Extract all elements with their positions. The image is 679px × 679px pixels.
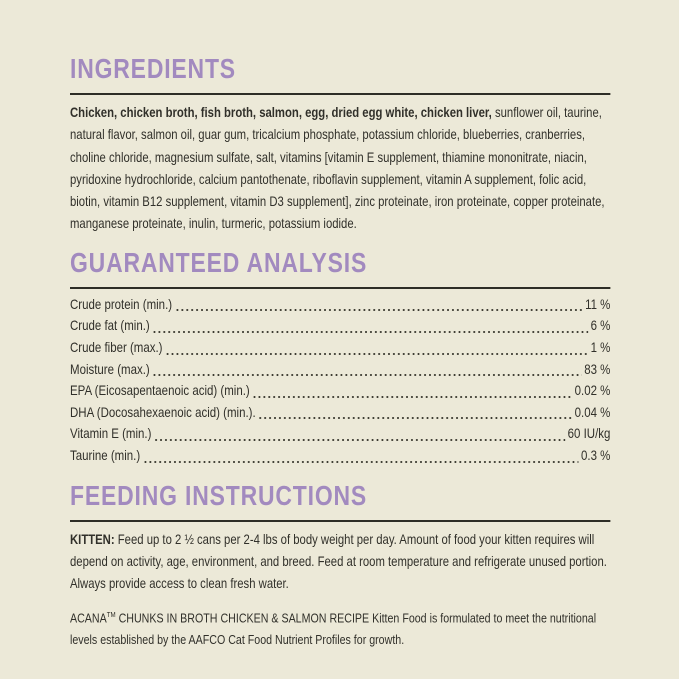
- kitten-instructions-rest: Feed up to 2 ½ cans per 2-4 lbs of body weight per day. Amount of food your kitten requires will depend on activity, age, environment, and breed. Feed at room temperature and refrigerate unused portion. Always provide access to clean fresh water.: [70, 531, 607, 592]
- analysis-row-value: 60 IU/kg: [567, 425, 611, 442]
- section-divider: [70, 93, 610, 95]
- analysis-row-value: 83 %: [584, 360, 611, 377]
- section-feeding-instructions: [70, 481, 610, 651]
- aafco-statement-rest: CHUNKS IN BROTH CHICKEN & SALMON RECIPE Kitten Food is formulated to meet the nutritional levels established by the AAFCO Cat Food Nutrient Profiles for growth.: [70, 610, 597, 648]
- kitten-label: KITTEN:: [70, 531, 115, 547]
- analysis-row: [70, 359, 610, 381]
- section-ingredients: [70, 54, 610, 236]
- dot-leader: [154, 439, 565, 441]
- section-divider: [70, 287, 610, 289]
- analysis-row-value: 1 %: [590, 338, 611, 355]
- analysis-row-label: DHA (Docosahexaenoic acid) (min.).: [70, 403, 256, 420]
- trademark-symbol: TM: [106, 610, 116, 620]
- analysis-row: [70, 294, 610, 316]
- aafco-statement: [70, 604, 610, 651]
- analysis-row-label: Crude fiber (max.): [70, 338, 163, 355]
- label-content: [70, 54, 610, 651]
- analysis-row-label: Vitamin E (min.): [70, 425, 152, 442]
- ingredients-rest: sunflower oil, taurine, natural flavor, salmon oil, guar gum, tricalcium phosphate, potassium chloride, blueberries, cranberries, choline chloride, magnesium sulfate, salt, vitamins [vitamin E supplement, thiamine mononitrate, niacin, pyridoxine hydrochloride, calcium pantothenate, riboflavin supplement, vitamin A supplement, folic acid, biotin, vitamin B12 supplement, vitamin D3 supplement], zinc proteinate, iron proteinate, copper proteinate, manganese proteinate, inulin, turmeric, potassium iodide.: [70, 105, 605, 232]
- analysis-row-label: Crude protein (min.): [70, 295, 173, 312]
- analysis-row-value: 0.02 %: [574, 382, 611, 399]
- dot-leader: [165, 353, 588, 355]
- analysis-row-value: 11 %: [585, 295, 611, 312]
- analysis-row: [70, 423, 610, 445]
- analysis-row-value: 0.3 %: [581, 446, 611, 463]
- analysis-row: [70, 337, 610, 359]
- dot-leader: [143, 461, 579, 463]
- analysis-row: [70, 445, 610, 467]
- section-divider: [70, 520, 610, 522]
- analysis-row: [70, 402, 610, 424]
- analysis-row-label: Moisture (max.): [70, 360, 150, 377]
- dot-leader: [252, 396, 572, 398]
- analysis-row: [70, 315, 610, 337]
- analysis-row-label: EPA (Eicosapentaenoic acid) (min.): [70, 382, 250, 399]
- guaranteed-analysis-heading: GUARANTEED ANALYSIS: [70, 246, 368, 278]
- analysis-row: [70, 380, 610, 402]
- kitten-instructions-text: [70, 529, 610, 596]
- dot-leader: [152, 374, 582, 376]
- ingredients-text: [70, 102, 610, 236]
- analysis-rows: [70, 294, 610, 467]
- analysis-row-label: Taurine (min.): [70, 446, 141, 463]
- dot-leader: [152, 331, 588, 333]
- section-guaranteed-analysis: [70, 248, 610, 467]
- feeding-instructions-heading: FEEDING INSTRUCTIONS: [70, 479, 368, 511]
- dot-leader: [175, 309, 583, 311]
- analysis-row-value: 0.04 %: [574, 403, 611, 420]
- brand-name: ACANA: [70, 610, 107, 626]
- ingredients-heading: INGREDIENTS: [70, 53, 236, 84]
- analysis-row-value: 6 %: [590, 317, 611, 334]
- analysis-row-label: Crude fat (min.): [70, 317, 150, 334]
- ingredients-lead-bold: Chicken, chicken broth, fish broth, salmon, egg, dried egg white, chicken liver,: [70, 105, 492, 120]
- dot-leader: [258, 417, 572, 419]
